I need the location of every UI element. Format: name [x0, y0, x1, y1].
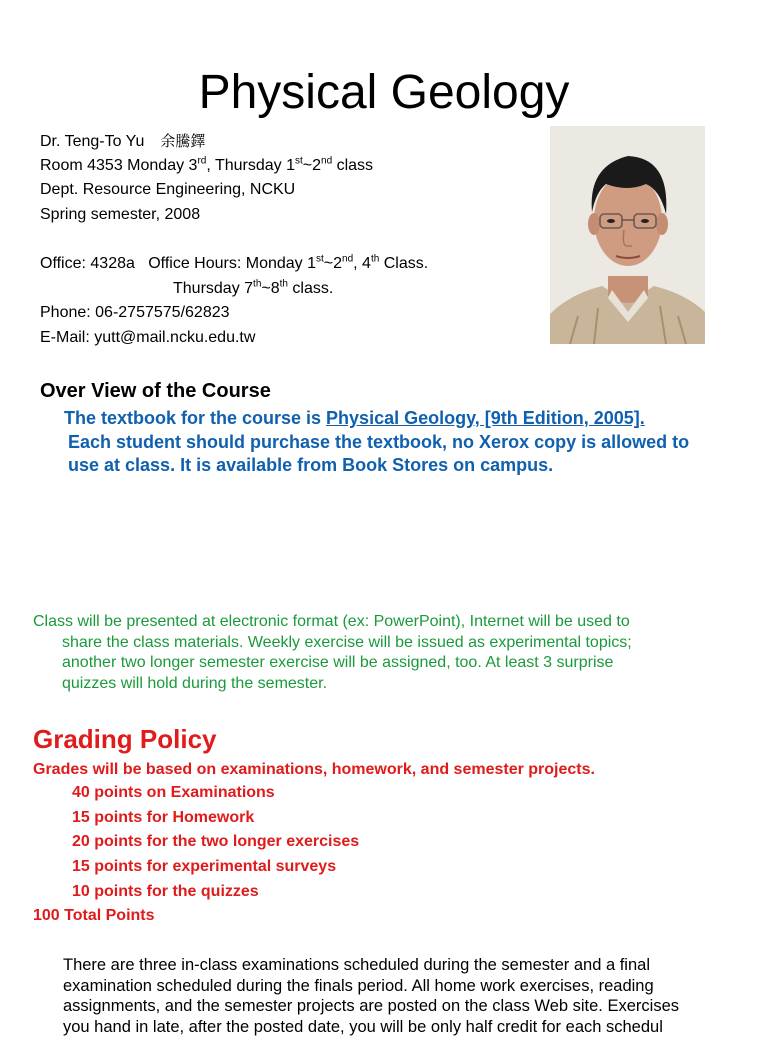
- grading-item: 15 points for Homework: [72, 806, 359, 831]
- class-desc-line-3: another two longer semester exercise will be assigned, too. At least 3 surprise: [33, 653, 733, 674]
- email-line: E-Mail: yutt@mail.ncku.edu.tw: [40, 326, 255, 351]
- instructor-name-chinese: 余騰鐸: [160, 132, 205, 150]
- grading-heading: Grading Policy: [33, 721, 217, 757]
- class-desc-line-1: Class will be presented at electronic format (ex: PowerPoint), Internet will be used to: [33, 612, 733, 633]
- grading-item: 40 points on Examinations: [72, 781, 359, 806]
- instructor-name: Dr. Teng-To Yu: [40, 133, 144, 150]
- exams-line-4: you hand in late, after the posted date, you will be only half credit for each schedul: [33, 1017, 733, 1037]
- office-hours-line-2: Thursday 7th~8th class.: [173, 277, 333, 302]
- page-title: Physical Geology: [0, 62, 768, 124]
- grading-total: 100 Total Points: [33, 904, 155, 929]
- exams-line-3: assignments, and the semester projects are posted on the class Web site. Exercises: [33, 996, 733, 1017]
- grading-item: 20 points for the two longer exercises: [72, 830, 359, 855]
- overview-heading: Over View of the Course: [40, 378, 271, 404]
- class-description: [33, 612, 733, 694]
- textbook-line-3: use at class. It is available from Book Stores on campus.: [64, 454, 754, 478]
- exams-line-1: There are three in-class examinations scheduled during the semester and a final: [33, 955, 733, 976]
- textbook-link[interactable]: Physical Geology, [9th Edition, 2005].: [326, 408, 645, 428]
- grading-item: 10 points for the quizzes: [72, 880, 359, 905]
- class-desc-line-2: share the class materials. Weekly exercise will be issued as experimental topics;: [33, 633, 733, 654]
- semester-line: Spring semester, 2008: [40, 203, 200, 228]
- textbook-line-1: The textbook for the course is Physical Geology, [9th Edition, 2005].: [64, 407, 754, 431]
- department-line: Dept. Resource Engineering, NCKU: [40, 178, 295, 203]
- instructor-name-line: [40, 129, 205, 155]
- instructor-photo: [550, 126, 705, 344]
- grading-item: 15 points for experimental surveys: [72, 855, 359, 880]
- textbook-line-2: Each student should purchase the textbook, no Xerox copy is allowed to: [64, 431, 754, 455]
- instructor-portrait-image: [550, 126, 705, 344]
- office-hours-line: Office: 4328a Office Hours: Monday 1st~2nd, 4th Class.: [40, 252, 428, 277]
- grading-list: [72, 781, 359, 905]
- room-line: Room 4353 Monday 3rd, Thursday 1st~2nd class: [40, 154, 373, 179]
- exams-paragraph: [33, 955, 733, 1037]
- textbook-paragraph: [64, 407, 754, 478]
- exams-line-2: examination scheduled during the finals period. All home work exercises, reading: [33, 976, 733, 997]
- class-desc-line-4: quizzes will hold during the semester.: [33, 674, 733, 695]
- grading-intro: Grades will be based on examinations, homework, and semester projects.: [33, 758, 595, 783]
- phone-line: Phone: 06-2757575/62823: [40, 301, 230, 326]
